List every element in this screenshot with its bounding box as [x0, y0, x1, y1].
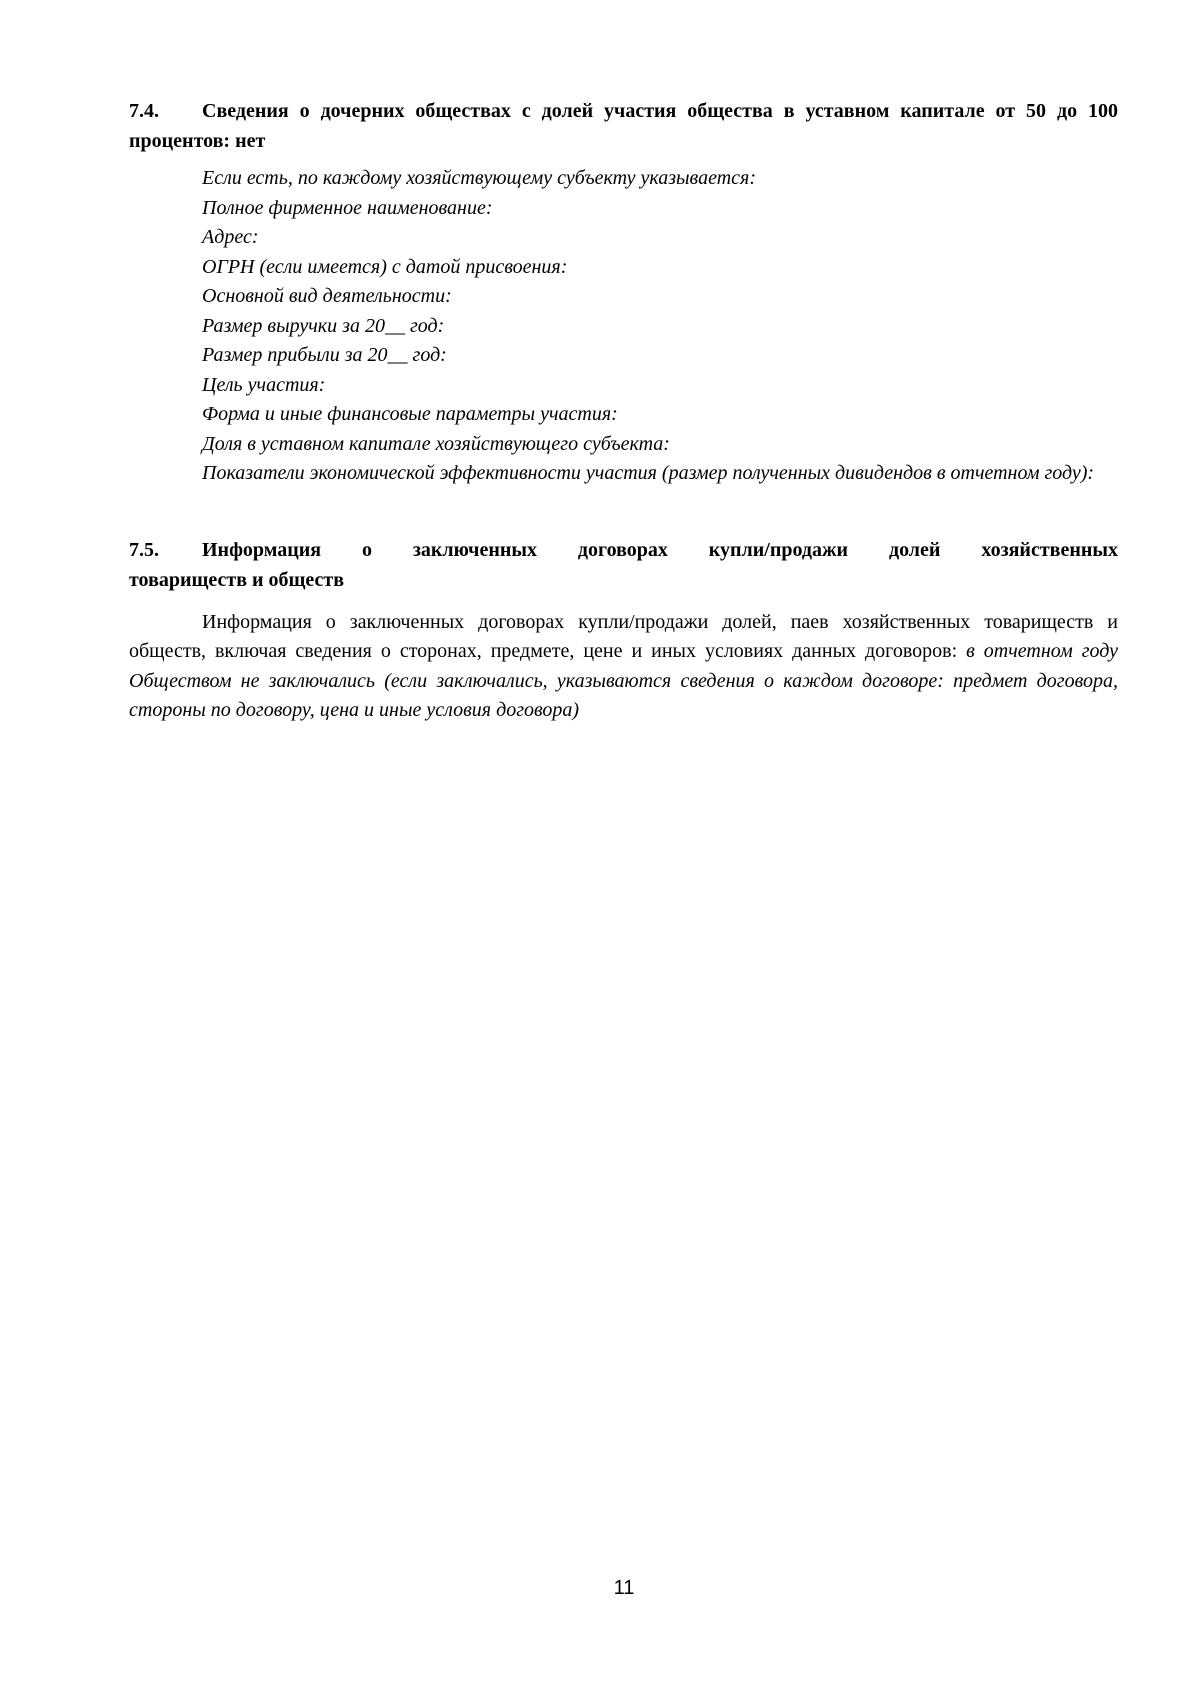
list-item: Цель участия: [202, 373, 326, 396]
page-content [129, 96, 1118, 726]
subsidiary-fields-list [129, 164, 1118, 489]
paragraph-italic-text: в отчетном году Обществом не заключались (если заключались, указываются сведения о каждом договоре: предмет договора, стороны по договору, цена и иные условия договора) [129, 640, 1118, 721]
title-word: о [361, 538, 372, 561]
list-item: Основной вид деятельности: [202, 285, 452, 307]
page-number: 11 [613, 1577, 635, 1599]
title-word: купли/продажи [708, 538, 849, 561]
title-word: хозяйственных [981, 538, 1118, 561]
title-word: долей [888, 538, 941, 561]
list-item: Размер выручки за 20__ год: [202, 314, 445, 337]
section-number: 7.5. [129, 538, 159, 561]
list-item: Адрес: [202, 226, 259, 248]
section-title-line-2: товариществ и обществ [129, 568, 345, 591]
list-item: Форма и иные финансовые параметры участия: [202, 403, 618, 425]
list-item: ОГРН (если имеется) с датой присвоения: [202, 255, 568, 278]
section-heading-7-5 [129, 535, 1118, 595]
title-word: Информация [202, 538, 322, 561]
list-item: Если есть, по каждому хозяйствующему субъекту указывается: [202, 167, 756, 189]
contracts-paragraph [129, 608, 1118, 726]
title-word: договорах [577, 538, 668, 561]
list-item: Размер прибыли за 20__ год: [202, 344, 447, 366]
list-item: Показатели экономической эффективности участия (размер полученных дивидендов в отчетном году): [202, 462, 1095, 484]
list-item: Полное фирменное наименование: [202, 196, 493, 219]
title-word: заключенных [412, 538, 537, 561]
section-title: Сведения о дочерних обществах с долей участия общества в уставном капитале от 50 до 100 процентов: нет [129, 100, 1118, 152]
section-title-words [202, 535, 1118, 565]
section-title-line-1 [129, 535, 1118, 565]
section-number: 7.4. [129, 100, 159, 122]
paragraph-regular-text: Информация о заключенных договорах купли/продажи долей, паев хозяйственных товариществ и обществ, включая сведения о сторонах, предмете, цене и иных условиях данных договоров: [129, 610, 1118, 662]
section-heading-7-4 [129, 96, 1118, 156]
list-item: Доля в уставном капитале хозяйствующего субъекта: [202, 432, 670, 455]
